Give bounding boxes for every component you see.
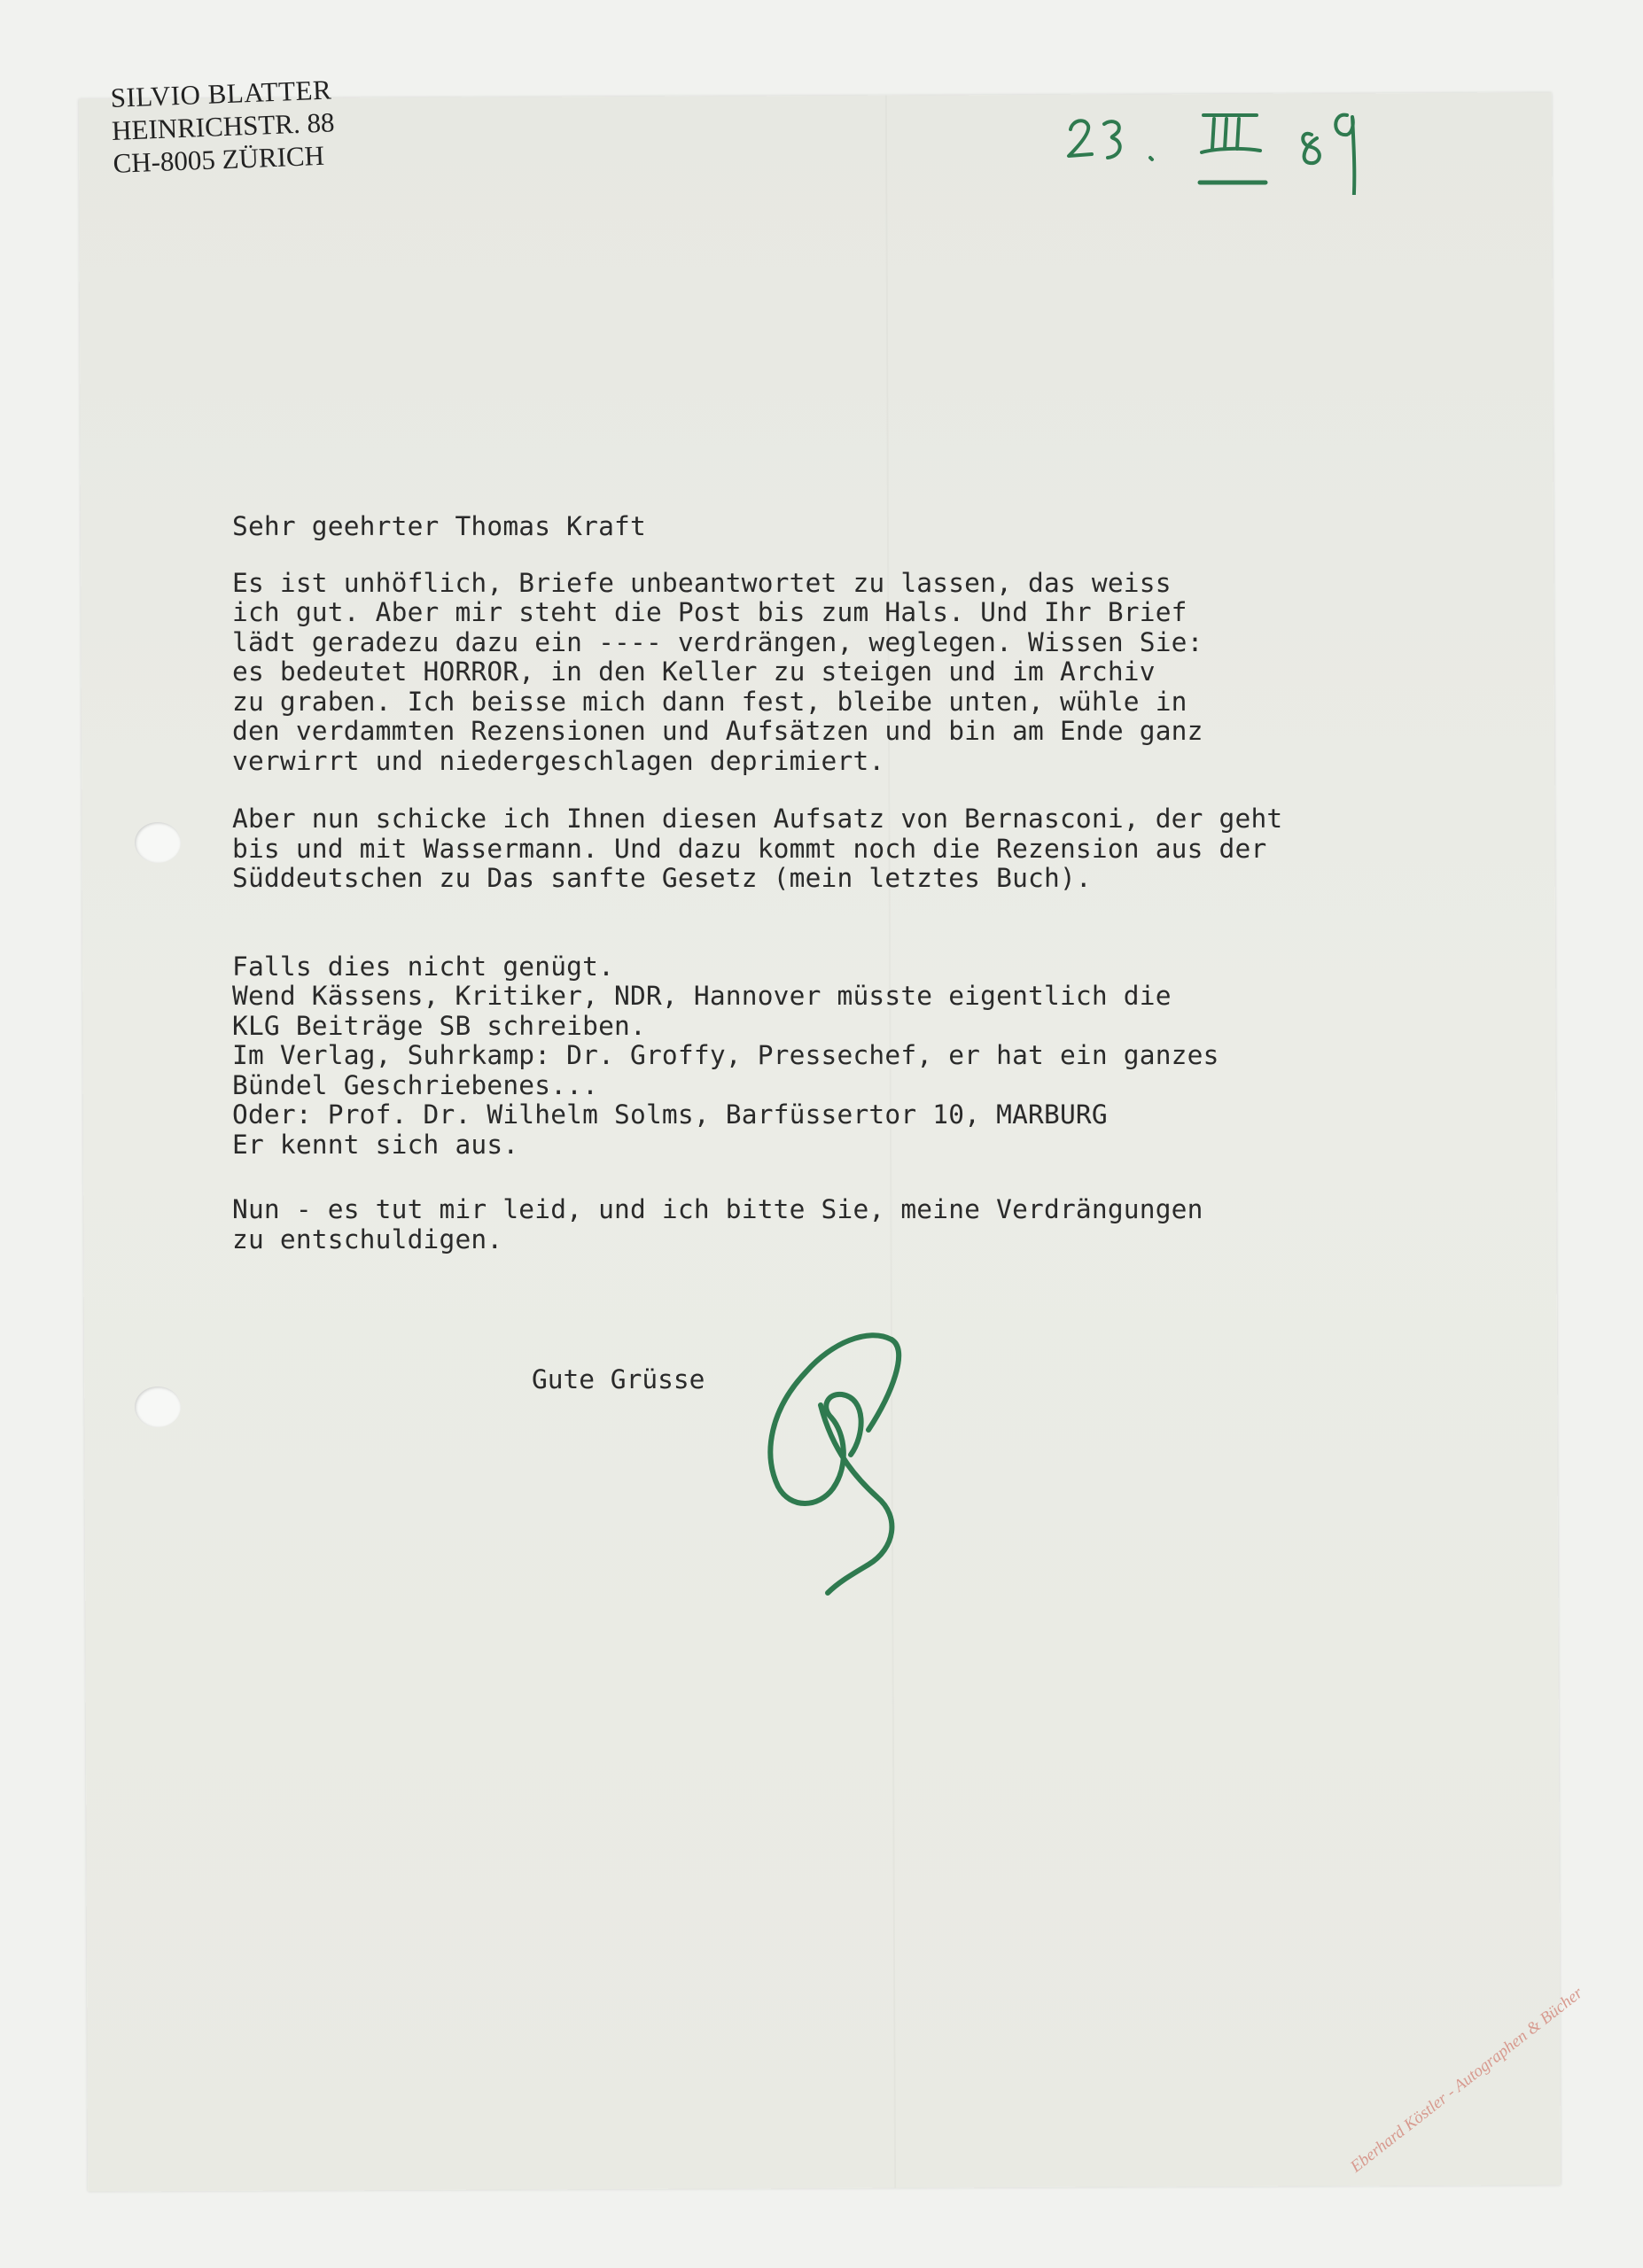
paragraph3-line: KLG Beiträge SB schreiben.	[232, 1010, 646, 1041]
letterhead-city: CH-8005 ZÜRICH	[112, 139, 325, 179]
letterhead-street: HEINRICHSTR. 88	[111, 106, 336, 146]
paragraph4-line: Nun - es tut mir leid, und ich bitte Sie, meine Verdrängungen	[232, 1194, 1203, 1224]
watermark: Eberhard Köstler - Autographen & Bücher	[1347, 1984, 1587, 2177]
paragraph3-line: Wend Kässens, Kritiker, NDR, Hannover müsste eigentlich die	[232, 981, 1172, 1011]
paragraph1-line: den verdammten Rezensionen und Aufsätzen und bin am Ende ganz	[232, 716, 1203, 746]
paragraph3-line: Er kennt sich aus.	[232, 1129, 519, 1160]
paragraph3-line: Oder: Prof. Dr. Wilhelm Solms, Barfüssertor 10, MARBURG	[232, 1099, 1108, 1130]
handwritten-signature	[736, 1320, 948, 1604]
paragraph1-line: es bedeutet HORROR, in den Keller zu steigen und im Archiv	[232, 656, 1156, 687]
punch-hole-lower	[135, 1386, 181, 1427]
punch-hole-upper	[135, 822, 181, 863]
paragraph3-line: Bündel Geschriebenes...	[232, 1069, 599, 1100]
paragraph1-line: verwirrt und niedergeschlagen deprimiert.	[232, 745, 885, 776]
paragraph1-line: lädt geradezu dazu ein ---- verdrängen, weglegen. Wissen Sie:	[232, 626, 1203, 657]
paragraph3-line: Falls dies nicht genügt.	[232, 951, 615, 982]
letterhead-name: SILVIO BLATTER	[110, 74, 332, 113]
closing: Gute Grüsse	[532, 1364, 705, 1394]
paragraph3-line: Im Verlag, Suhrkamp: Dr. Groffy, Pressechef, er hat ein ganzes	[232, 1040, 1219, 1070]
paragraph2-line: Aber nun schicke ich Ihnen diesen Aufsatz von Bernasconi, der geht	[232, 804, 1283, 834]
letterhead	[110, 73, 337, 180]
paragraph1-line: Es ist unhöflich, Briefe unbeantwortet zu lassen, das weiss	[232, 567, 1172, 598]
handwritten-date	[975, 53, 1400, 195]
paragraph2-line: bis und mit Wassermann. Und dazu kommt noch die Rezension aus der	[232, 833, 1267, 864]
paragraph1-line: zu graben. Ich beisse mich dann fest, bleibe unten, wühle in	[232, 686, 1187, 717]
letter-body	[232, 512, 1491, 1254]
paragraph2-line: Süddeutschen zu Das sanfte Gesetz (mein letztes Buch).	[232, 863, 1092, 893]
salutation: Sehr geehrter Thomas Kraft	[232, 511, 646, 541]
paragraph4-line: zu entschuldigen.	[232, 1223, 503, 1254]
paragraph1-line: ich gut. Aber mir steht die Post bis zum Hals. Und Ihr Brief	[232, 597, 1187, 627]
